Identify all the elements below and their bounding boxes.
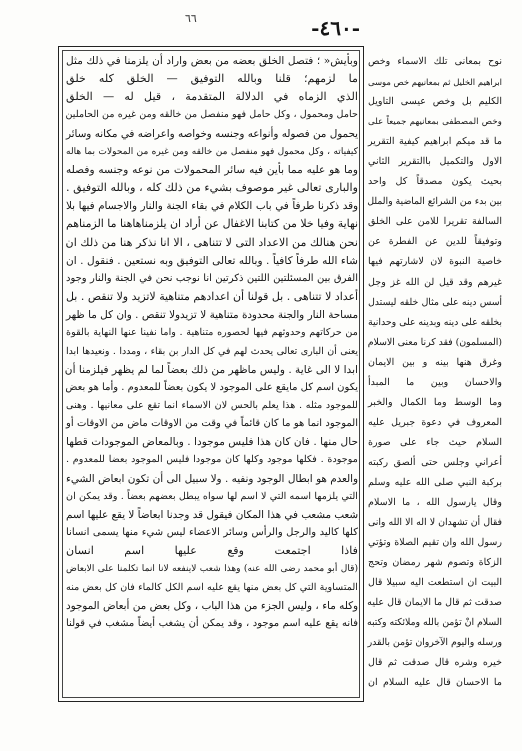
- margin-text-line: وقال يارسول الله ، ما الاسلام: [368, 497, 502, 509]
- main-text-line: نحن هنالك من الاعداد التى لا تتناهى ، الا انا نذكر هنا من ذلك ان: [65, 235, 358, 249]
- margin-text-line: السالفة تقريرا للامن على الخلق: [368, 216, 502, 228]
- main-text-line: وقد ذكرنا طرفاً في باب الكلام في بقاء الجنة والنار والاجسام فيها بلا: [66, 200, 358, 213]
- main-text-line: والبارى تعالى غير موصوف بشيء من ذلك كله ، وبالله التوفيق .: [66, 181, 358, 195]
- margin-text-line: ما الاحسان قال عليه السلام ان: [368, 677, 502, 689]
- main-text-line: وما هو عليه مما بأين فيه سائر المحمولات من نوعه وجنسه وفصله: [66, 163, 358, 176]
- margin-text-line: صدقت ثم قال ما الايمان قال عليه: [367, 597, 502, 609]
- margin-text-line: والاحسان وبين ما المبدأ: [368, 376, 502, 388]
- main-text-line: الذي الزماه في الدلالة المتقدمة ، قيل له — الخلق: [66, 90, 358, 104]
- main-text-line: نهاية وفيا خلا من كتابنا الاغفال عن أراد ان يلزمناهاهنا ما الزمناهم: [66, 217, 358, 231]
- margin-text-line: غيرهم وقد قيل لن الله غز وجل: [368, 276, 502, 288]
- margin-text-line: رسول الله وان تقيم الصلاة وتؤتي: [368, 537, 502, 549]
- main-text-line: الموجود انما هو ما كان قائماً في وقت من الاوقات ماض من الاوقات أو: [66, 418, 358, 430]
- main-text-line: للموجود مثله . هذا يعلم بالحس لان الاسماء انما تقع على معانيها . وهنى: [66, 399, 358, 411]
- margin-text-line: وخص المصطفى بمعانيهم جميعاً على: [368, 117, 502, 128]
- margin-text-line: المعروف في دعوة جبريل عليه: [368, 416, 502, 428]
- margin-text-line: ما قد ميكم ابراهيم كيفية التقرير: [368, 136, 502, 148]
- main-text-line: حامل ومحمول ، وكل حامل فهو منفصل من خالقه ومن غيره من الحاملين: [65, 109, 358, 121]
- margin-text-line: وغرق هنها بينه و بين الايمان: [368, 356, 502, 368]
- main-text-line: شاء الله طرفاً كافياً . وبالله تعالى التوفيق وبه نستعين . فنقول . ان: [66, 254, 358, 267]
- main-text-line: يكون اسم كل مايقع على الموجود لا يكون بعضاً للمعدوم . وأما هو بعض: [65, 381, 358, 393]
- margin-text-line: فقال أن تشهدان لا اله الا الله وانى: [368, 517, 502, 529]
- margin-text-line: ابراهيم الخليل ثم بمعانيهم خص موسى: [368, 77, 502, 88]
- main-text-line: ابدا لا الى غاية . وليس ماظهر من ذلك بعضاً لما لم يظهر فيلزمنا أن: [64, 363, 358, 376]
- margin-text-line: الاول والتكميل باالتقرير الثاني: [368, 156, 502, 168]
- main-text-line: ما لزمهم؛ قلنا وبالله التوفيق — الخلق كله خلق: [66, 72, 358, 86]
- margin-text-line: وما الوسط وما الكمال والخبر: [368, 396, 502, 408]
- main-text-line: أعداد لا تتناهى . بل قولنا أن اعدادهم متناهية لاتزيد ولا تنقص . بل: [66, 290, 358, 304]
- main-text-line: موجودة . فكلها موجود وكلها كان موجودا فليس الموجود بعضا للمعدوم .: [66, 454, 358, 466]
- margin-text-line: (المسلمون) فقد كرنا معنى الاسلام: [367, 336, 502, 348]
- margin-text-line: أسس دينه على مثال خلقه ليستدل: [368, 296, 502, 308]
- main-text-block: [66, 52, 358, 696]
- margin-text-line: البيت ان استطعت اليه سبيلا قال: [368, 577, 502, 589]
- column-gutter: [364, 52, 365, 652]
- margin-text-line: بخلقه على دينه وبدينه على وحدانية: [368, 316, 502, 328]
- main-text-line: (قال أبو محمد رضى الله عنه) وهذا شعب لاينفعه لانا انما تكلمنا على الابعاض: [66, 564, 358, 575]
- margin-text-line: خاصية النبوة لان لاشارتهم فيها: [368, 256, 502, 268]
- main-text-line: شعب مشعب في هذا المكان فيقول قد وجدنا ابعاضاً لا يقع عليها اسم: [66, 508, 358, 521]
- margin-text-line: وتوفيقاً للدين عن الفطرة عن: [368, 236, 502, 248]
- margin-text-line: نوح بمعانى تلك الاسماء وخص: [368, 56, 502, 67]
- margin-text-line: السلام انْ تؤمن بالله وملائكته وكتبه: [367, 617, 502, 629]
- main-text-line: فاذا اجتمعت وقع عليها اسم انسان: [66, 544, 358, 558]
- margin-text-line: الزكاة وتصوم شهر رمضان وتحج: [368, 557, 502, 569]
- main-text-line: فانه يقع عليه اسم موجود ، وقد يمكن أن يشغب أيضاً مشغب في قولنا: [66, 617, 358, 629]
- main-text-line: الفرق بين المسئلتين اللتين ذكرتين انا نوجب نحن في الجنة والنار وجود: [66, 272, 358, 284]
- main-text-line: كلها كاليد والرجل والرأس وسائر الاعضاء ليس شيء منها يسمى انسانا: [66, 527, 358, 539]
- main-text-line: التي يلزمها اسمه التي لا اسم لها سواه يبطل بعضهم بعضاً . وقد يمكن ان: [66, 490, 358, 502]
- main-text-line: كيفياته ، وكل محمول فهو منفصل من خالقه ومن غيره من المحولات بما هاله: [66, 146, 358, 157]
- main-text-line: وبأيش« ؛ فتصل الخلق بعضه من بعض واراد أن يلزمنا في ذلك مثل: [66, 55, 358, 67]
- main-text-line: من حركاتهم وحدوثهم فيها لحصوره متناهية . واما نفينا عنها النهاية بالقوة: [66, 327, 358, 339]
- main-text-line: يحمول من فصوله وأنواعه وجنسه وخواصه واعراضه في مكانه وسائر: [66, 127, 358, 140]
- margin-text-line: بحيث يكون مصدقاً كل واحد: [368, 176, 502, 188]
- margin-text-line: ورسله واليوم الآخروان تؤمن بالقدر: [367, 637, 502, 649]
- margin-text-line: الكليم بل وخص عيسى التاويل: [368, 96, 502, 108]
- main-text-line: حال منها . فان كان هذا فليس موجودا . وبالمعاض الموجودات قطها: [66, 436, 358, 449]
- margin-text-line: السلام حيث جاء على صورة: [368, 436, 502, 448]
- main-text-line: مساحة النار والجنة محدودة متناهية لا تزيدولا تنقص . وان كل ما ظهر: [66, 309, 358, 322]
- margin-text-line: أعراني وجلس حتى ألصق ركبته: [368, 456, 502, 468]
- page-sequence-number: ٦٦: [185, 12, 197, 25]
- margin-commentary-block: [367, 52, 502, 689]
- main-text-line: المتساوية التي كل بعض منها يقع عليه اسم الكل كالماء فان كل بعض منه: [66, 581, 358, 593]
- page-number: -٤٦٠-: [311, 16, 360, 40]
- page-header: [170, 10, 390, 44]
- main-text-line: والعدم هو ابطال الوجود ونفيه . ولا سبيل الى أن تكون ابعاض الشيء: [66, 472, 358, 485]
- margin-text-line: بركبة النبي صلى الله عليه وسلم: [368, 476, 502, 488]
- margin-text-line: بين بدء من الشرائع الماضية والملل: [367, 196, 502, 208]
- main-text-line: وكله ماء ، وليس الجزء من هذا الباب ، وكل بعض من أبعاض الموجود: [66, 599, 358, 612]
- main-text-line: يعنى أن البارى تعالى يحدث لهم في كل الدار بن بقاء ، ومددا . ونعيدها ابدا: [66, 345, 358, 357]
- margin-text-line: خيره وشره قال صدقت ثم قال: [368, 657, 502, 669]
